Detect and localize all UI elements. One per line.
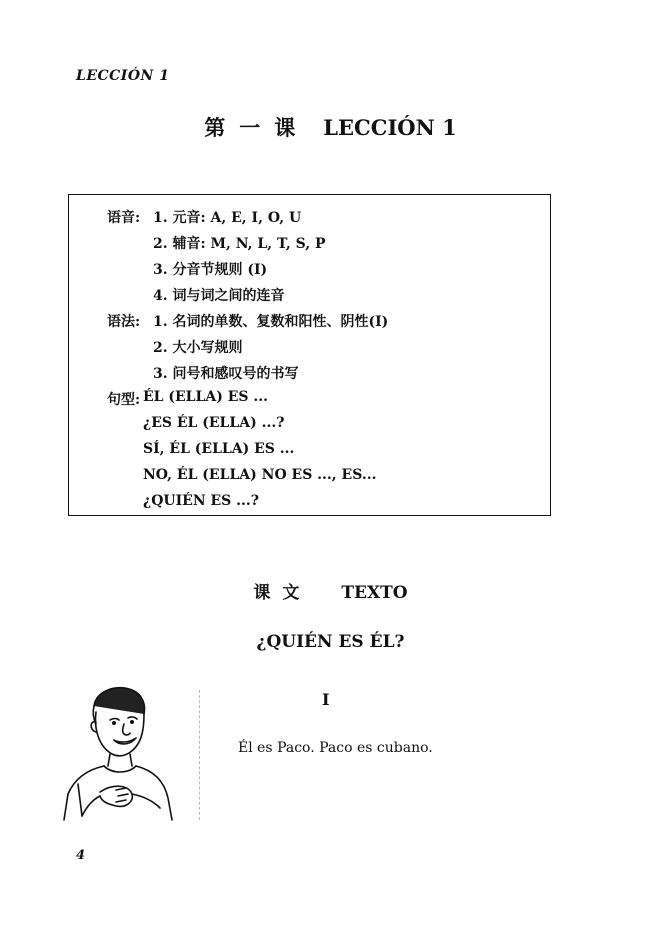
boy-illustration xyxy=(56,684,180,824)
lesson-title-es: LECCIÓN 1 xyxy=(323,115,457,140)
pattern-item: SÍ, ÉL (ELLA) ES ... xyxy=(143,441,295,457)
pattern-item: ¿QUIÉN ES ...? xyxy=(143,493,259,509)
page-number: 4 xyxy=(76,848,86,863)
lesson-title xyxy=(0,112,661,142)
text-section-title xyxy=(0,578,661,603)
pattern-item: NO, ÉL (ELLA) NO ES ..., ES... xyxy=(143,467,377,483)
pronunciation-label: 语音: xyxy=(107,210,141,226)
pattern-item: ÉL (ELLA) ES ... xyxy=(143,389,269,405)
pronunciation-item: 4. 词与词之间的连音 xyxy=(153,288,285,304)
text-section-title-zh: 课文 xyxy=(253,583,312,603)
pattern-item: ¿ES ÉL (ELLA) ...? xyxy=(143,415,285,431)
pronunciation-item: 2. 辅音: M, N, L, T, S, P xyxy=(153,236,326,252)
dialogue-title: ¿QUIÉN ES ÉL? xyxy=(256,632,405,652)
part-number: I xyxy=(322,690,330,709)
grammar-item: 2. 大小写规则 xyxy=(153,340,243,356)
text-section-title-es: TEXTO xyxy=(341,583,408,603)
grammar-item: 1. 名词的单数、复数和阳性、阴性(I) xyxy=(153,314,389,330)
pronunciation-item: 1. 元音: A, E, I, O, U xyxy=(153,210,302,226)
pronunciation-item: 3. 分音节规则 (I) xyxy=(153,262,268,278)
lesson-outline-box xyxy=(68,194,551,516)
lesson-title-zh: 第一课 xyxy=(204,115,310,140)
dialogue-line: Él es Paco. Paco es cubano. xyxy=(238,740,433,756)
running-header: LECCIÓN 1 xyxy=(76,68,170,84)
grammar-item: 3. 问号和感叹号的书写 xyxy=(153,366,299,382)
grammar-label: 语法: xyxy=(107,314,141,330)
patterns-label: 句型: xyxy=(107,392,141,408)
column-divider xyxy=(199,690,200,820)
